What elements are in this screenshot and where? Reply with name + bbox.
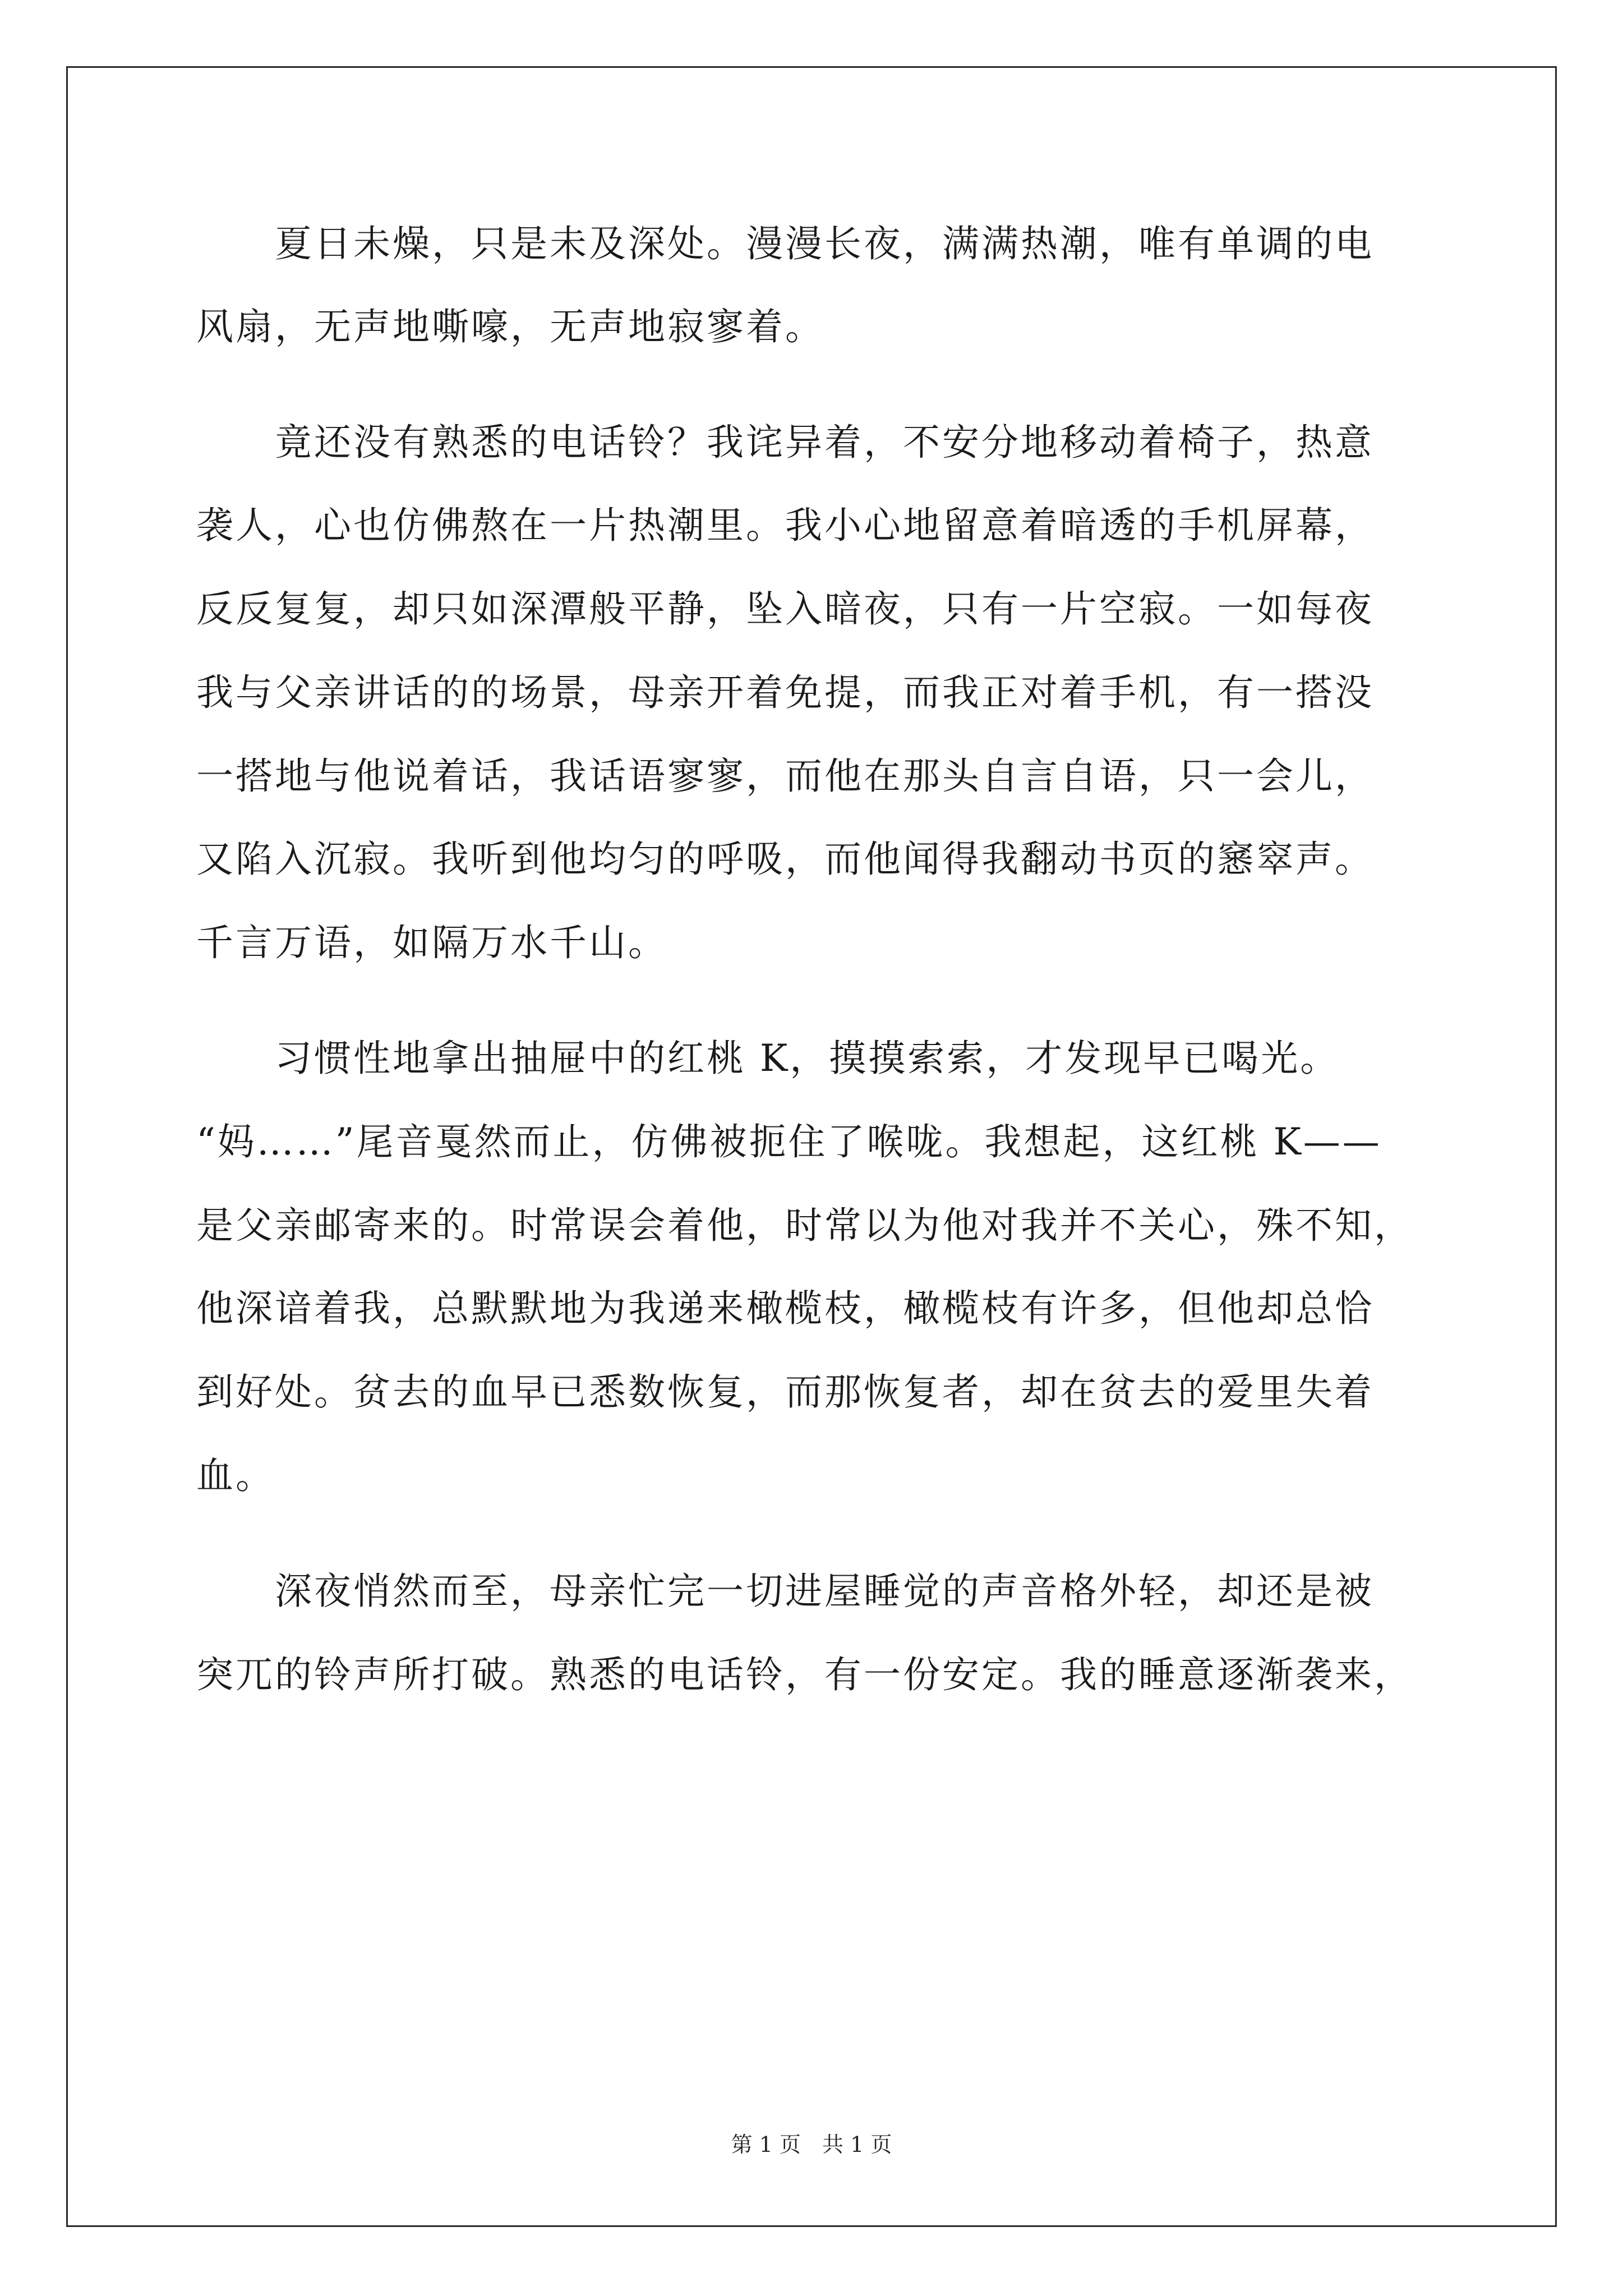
- text-line: 是父亲邮寄来的。时常误会着他，时常以为他对我并不关心，殊不知，: [196, 1204, 1413, 1247]
- text-line: 突兀的铃声所打破。熟悉的电话铃，有一份安定。我的睡意逐渐袭来，: [196, 1653, 1413, 1696]
- text-line: 深夜悄然而至，母亲忙完一切进屋睡觉的声音格外轻，却还是被: [196, 1570, 1374, 1613]
- text-line: 血。: [196, 1454, 275, 1497]
- text-line: 反反复复，却只如深潭般平静，坠入暗夜，只有一片空寂。一如每夜: [196, 587, 1374, 631]
- text-line: 千言万语，如隔万水千山。: [196, 921, 667, 964]
- text-line: 袭人，心也仿佛熬在一片热潮里。我小心地留意着暗透的手机屏幕，: [196, 504, 1374, 547]
- text-line: “妈……”尾音戛然而止，仿佛被扼住了喉咙。我想起，这红桃 K——: [196, 1120, 1382, 1163]
- text-line: 竟还没有熟悉的电话铃？我诧异着，不安分地移动着椅子，热意: [196, 421, 1374, 464]
- text-line: 又陷入沉寂。我听到他均匀的呼吸，而他闻得我翻动书页的窸窣声。: [196, 838, 1374, 881]
- page-number-footer: 第 1 页 共 1 页: [731, 2132, 892, 2157]
- text-line: 到好处。贫去的血早已悉数恢复，而那恢复者，却在贫去的爱里失着: [196, 1370, 1374, 1414]
- text-line: 一搭地与他说着话，我话语寥寥，而他在那头自言自语，只一会儿，: [196, 754, 1374, 798]
- text-line: 习惯性地拿出抽屉中的红桃 K，摸摸索索，才发现早已喝光。: [196, 1037, 1340, 1080]
- text-line: 我与父亲讲话的的场景，母亲开着免提，而我正对着手机，有一搭没: [196, 671, 1374, 714]
- text-line: 他深谙着我，总默默地为我递来橄榄枝，橄榄枝有许多，但他却总恰: [196, 1287, 1374, 1330]
- text-line: 风扇，无声地嘶嚎，无声地寂寥着。: [196, 305, 824, 348]
- text-line: 夏日未燥，只是未及深处。漫漫长夜，满满热潮，唯有单调的电: [196, 222, 1374, 265]
